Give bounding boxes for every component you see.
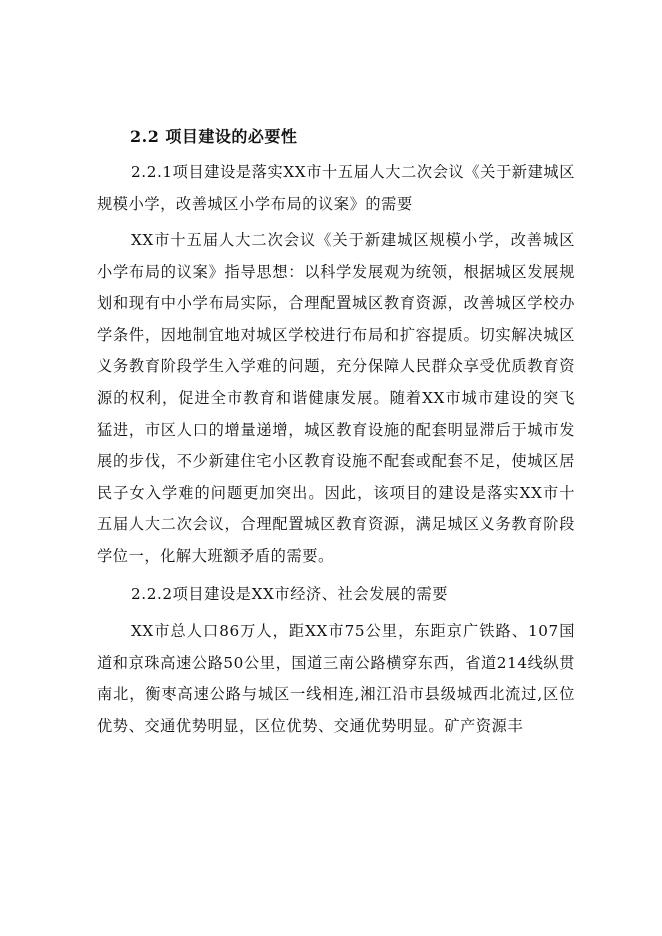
subsection-title-2-2-2: 2.2.2项目建设是XX市经济、社会发展的需要 [131,585,449,603]
subsection-title-2-2-1: 2.2.1项目建设是落实XX市十五届人大二次会议《关于新建城区规模小学，改善城区小学布局的议案》的需要 [97,163,575,213]
paragraph-2-2-2-body: XX市总人口86万人，距XX市75公里，东距京广铁路、107国道和京珠高速公路50公里，国道三南公路横穿东西，省道214线纵贯南北，衡枣高速公路与城区一线相连,湘江沿市县级城西北流过,区位优势、交通优势明显，区位优势、交通优势明显。矿产资源丰 [97,622,575,735]
paragraph-2-2-1-body: XX市十五届人大二次会议《关于新建城区规模小学，改善城区小学布局的议案》指导思想：以科学发展观为统领，根据城区发展规划和现有中小学布局实际，合理配置城区教育资源，改善城区学校办学条件，因地制宜地对城区学校进行布局和扩容提质。切实解决城区义务教育阶段学生入学难的问题，充分保障人民群众享受优质教育资源的权利，促进全市教育和谐健康发展。随着XX市城市建设的突飞猛进，市区人口的增量递增，城区教育设施的配套明显滞后于城市发展的步伐，不少新建住宅小区教育设施不配套或配套不足，使城区居民子女入学难的问题更加突出。因此，该项目的建设是落实XX市十五届人大二次会议，合理配置城区教育资源，满足城区义务教育阶段学位一，化解大班额矛盾的需要。 [97,231,575,565]
section-heading: 2.2 项目建设的必要性 [130,127,298,146]
